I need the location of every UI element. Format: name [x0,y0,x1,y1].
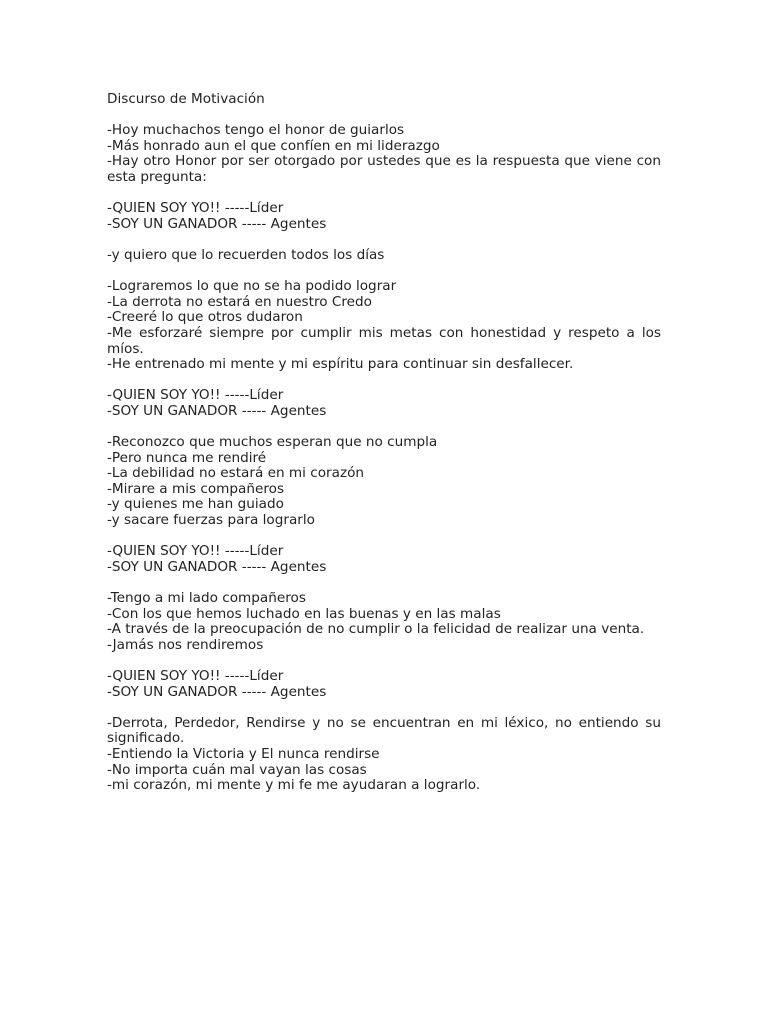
text-line: -Mirare a mis compañeros [107,480,285,497]
text-line: -Creeré lo que otros dudaron [107,309,303,326]
text-line: -QUIEN SOY YO!! -----Líder [107,543,284,560]
text-line: -Con los que hemos luchado en las buenas y en las malas [107,605,501,622]
text-line: -Jamás nos rendiremos [107,636,264,653]
document-title: Discurso de Motivación [107,91,265,107]
text-line: -Tengo a mi lado compañeros [107,590,306,606]
paragraph [107,123,661,185]
text-line: -La debilidad no estará en mi corazón [107,465,365,482]
paragraph [107,669,661,700]
text-line: -Más honrado aun el que confíen en mi liderazgo [107,137,440,154]
text-line: -mi corazón, mi mente y mi fe me ayudaran a lograrlo. [107,777,481,794]
text-line: -Hay otro Honor por ser otorgado por ustedes que es la respuesta que viene con esta pregunta: [107,153,661,185]
text-line: -Lograremos lo que no se ha podido lograr [107,278,397,295]
text-line: -Derrota, Perdedor, Rendirse y no se encuentran en mi léxico, no entiendo su significado. [107,714,661,747]
text-line: -SOY UN GANADOR ----- Agentes [107,215,327,232]
paragraph [107,248,661,264]
text-line: -No importa cuán mal vayan las cosas [107,761,367,778]
paragraph [107,435,661,529]
text-line: -He entrenado mi mente y mi espíritu para continuar sin desfallecer. [107,356,574,373]
text-line: -A través de la preocupación de no cumplir o la felicidad de realizar una venta. [107,621,645,638]
text-line: -Hoy muchachos tengo el honor de guiarlos [107,122,405,139]
text-line: -SOY UN GANADOR ----- Agentes [107,683,327,700]
text-line: -y quiero que lo recuerden todos los días [107,246,385,263]
paragraph [107,279,661,373]
document-body [107,123,661,794]
document-page [107,92,661,794]
text-line: -QUIEN SOY YO!! -----Líder [107,387,284,404]
text-line: -SOY UN GANADOR ----- Agentes [107,402,327,419]
text-line: -y quienes me han guiado [107,496,284,513]
paragraph [107,201,661,232]
paragraph [107,544,661,575]
text-line: -Pero nunca me rendiré [107,449,267,466]
text-line: -Entiendo la Victoria y El nunca rendirse [107,745,380,762]
text-line: -Reconozco que muchos esperan que no cumpla [107,434,438,451]
paragraph [107,388,661,419]
text-line: -QUIEN SOY YO!! -----Líder [107,200,284,217]
paragraph [107,591,661,653]
text-line: -SOY UN GANADOR ----- Agentes [107,558,327,575]
text-line: -Me esforzaré siempre por cumplir mis metas con honestidad y respeto a los míos. [107,324,661,357]
text-line: -QUIEN SOY YO!! -----Líder [107,667,284,684]
paragraph [107,716,661,794]
text-line: -La derrota no estará en nuestro Credo [107,293,372,310]
text-line: -y sacare fuerzas para lograrlo [107,512,315,529]
